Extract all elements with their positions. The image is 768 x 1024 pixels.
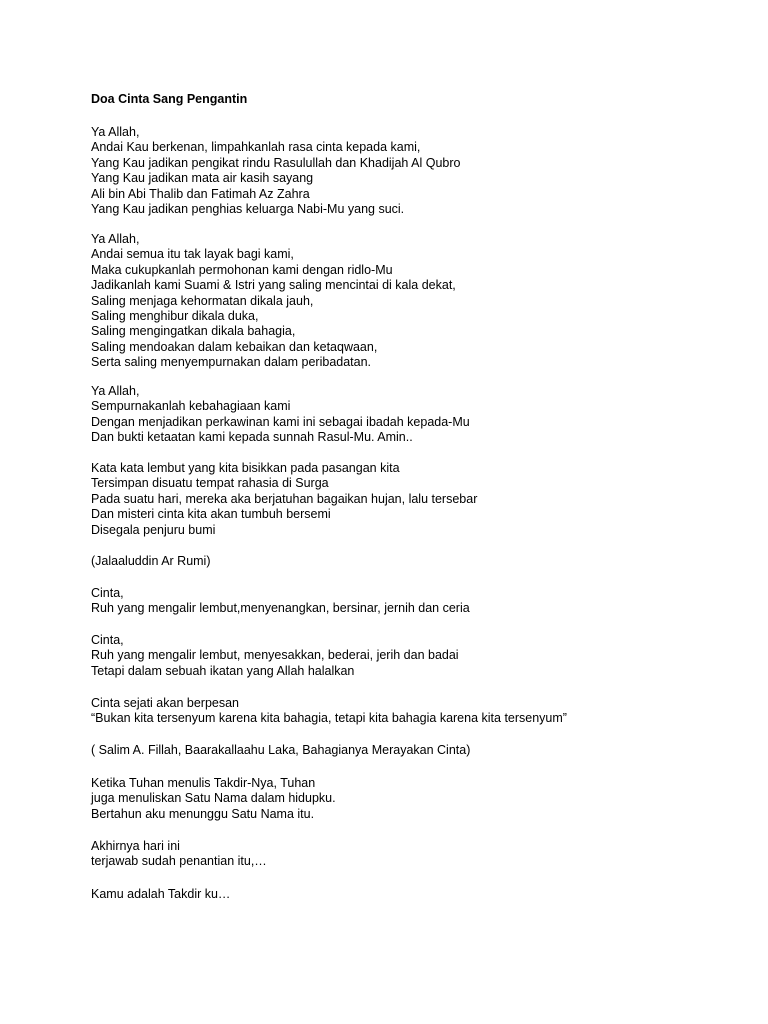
text-line: Ya Allah, <box>91 384 140 398</box>
paragraph-doa-2 <box>91 232 456 371</box>
document-title: Doa Cinta Sang Pengantin <box>91 92 248 106</box>
text-line: Andai Kau berkenan, limpahkanlah rasa cinta kepada kami, <box>91 140 421 155</box>
text-line: Ya Allah, <box>91 232 140 246</box>
text-line: Serta saling menyempurnakan dalam peribadatan. <box>91 355 372 370</box>
paragraph-doa-3 <box>91 384 470 446</box>
text-line: Kamu adalah Takdir ku… <box>91 887 231 901</box>
text-line: Ketika Tuhan menulis Takdir-Nya, Tuhan <box>91 776 316 790</box>
text-line: Sempurnakanlah kebahagiaan kami <box>91 399 291 414</box>
paragraph-doa-1 <box>91 125 460 217</box>
paragraph-cinta-1 <box>91 586 470 617</box>
paragraph-cinta-2 <box>91 633 459 679</box>
text-line: (Jalaaluddin Ar Rumi) <box>91 554 211 568</box>
paragraph-takdir <box>91 776 336 822</box>
paragraph-akhirnya <box>91 839 267 870</box>
paragraph-poem <box>91 461 477 538</box>
text-line: Maka cukupkanlah permohonan kami dengan ridlo-Mu <box>91 262 393 277</box>
text-line: Ruh yang mengalir lembut,menyenangkan, bersinar, jernih dan ceria <box>91 601 470 616</box>
text-line: Dan misteri cinta kita akan tumbuh bersemi <box>91 507 331 522</box>
text-line: Yang Kau jadikan pengikat rindu Rasulullah dan Khadijah Al Qubro <box>91 155 461 170</box>
text-line: Cinta, <box>91 586 124 600</box>
paragraph-quote <box>91 696 567 727</box>
text-line: Saling menghibur dikala duka, <box>91 309 259 324</box>
text-line: Disegala penjuru bumi <box>91 522 216 537</box>
text-line: Saling mengingatkan dikala bahagia, <box>91 324 296 339</box>
text-line: juga menuliskan Satu Nama dalam hidupku. <box>91 791 336 806</box>
text-line: ( Salim A. Fillah, Baarakallaahu Laka, Bahagianya Merayakan Cinta) <box>91 743 471 757</box>
text-line: Kata kata lembut yang kita bisikkan pada pasangan kita <box>91 461 400 475</box>
text-line: Jadikanlah kami Suami & Istri yang saling mencintai di kala dekat, <box>91 278 456 293</box>
text-line: Cinta, <box>91 633 124 647</box>
paragraph-attribution-fillah <box>91 743 470 758</box>
text-line: Bertahun aku menunggu Satu Nama itu. <box>91 806 315 821</box>
text-line: Tetapi dalam sebuah ikatan yang Allah halalkan <box>91 663 355 678</box>
text-line: Dengan menjadikan perkawinan kami ini sebagai ibadah kepada-Mu <box>91 414 470 429</box>
text-line: “Bukan kita tersenyum karena kita bahagia, tetapi kita bahagia karena kita tersenyum” <box>91 711 567 726</box>
paragraph-attribution-rumi <box>91 554 211 569</box>
text-line: Dan bukti ketaatan kami kepada sunnah Rasul-Mu. Amin.. <box>91 430 413 445</box>
text-line: Saling mendoakan dalam kebaikan dan ketaqwaan, <box>91 339 378 354</box>
text-line: Yang Kau jadikan mata air kasih sayang <box>91 171 314 186</box>
text-line: Ya Allah, <box>91 125 140 139</box>
text-line: Ruh yang mengalir lembut, menyesakkan, bederai, jerih dan badai <box>91 648 459 663</box>
text-line: Tersimpan disuatu tempat rahasia di Surga <box>91 476 329 491</box>
text-line: Ali bin Abi Thalib dan Fatimah Az Zahra <box>91 186 310 201</box>
text-line: Saling menjaga kehormatan dikala jauh, <box>91 293 314 308</box>
text-line: Cinta sejati akan berpesan <box>91 696 240 710</box>
text-line: Yang Kau jadikan penghias keluarga Nabi-Mu yang suci. <box>91 202 405 217</box>
paragraph-closing <box>91 887 230 902</box>
text-line: Akhirnya hari ini <box>91 839 180 853</box>
text-line: Pada suatu hari, mereka aka berjatuhan bagaikan hujan, lalu tersebar <box>91 491 478 506</box>
text-line: terjawab sudah penantian itu,… <box>91 854 267 869</box>
text-line: Andai semua itu tak layak bagi kami, <box>91 247 294 262</box>
